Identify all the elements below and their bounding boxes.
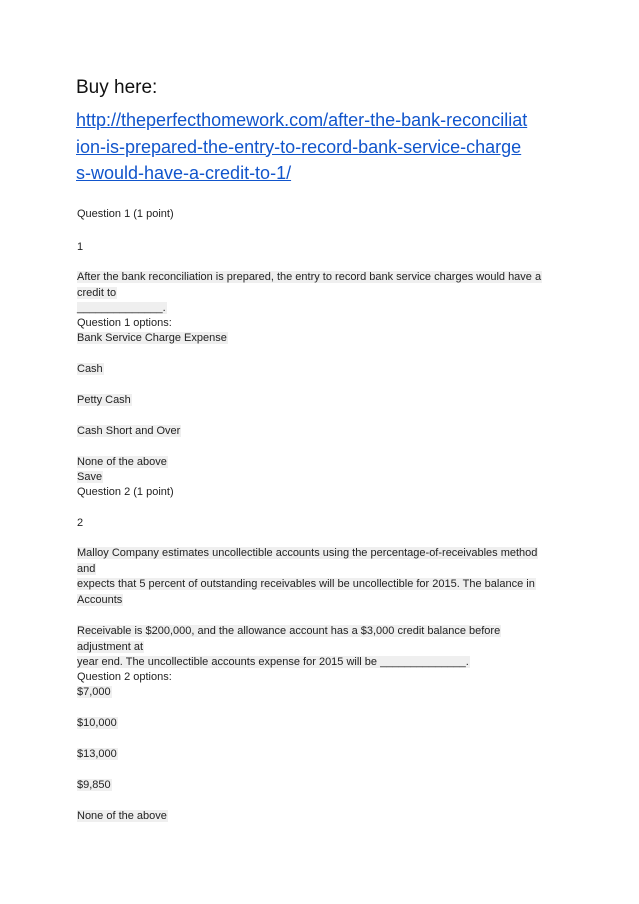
- purchase-link-line[interactable]: ion-is-prepared-the-entry-to-record-bank-service-charge: [76, 136, 522, 157]
- option-item[interactable]: None of the above: [77, 456, 167, 468]
- option-item[interactable]: None of the above: [77, 810, 167, 822]
- question-text-line: adjustment at: [77, 640, 144, 653]
- purchase-link[interactable]: [76, 107, 576, 187]
- question-text-line: year end. The uncollectible accounts expense for 2015 will be ______________.: [77, 656, 469, 668]
- question-text-line: credit to: [77, 286, 117, 299]
- option-item[interactable]: Petty Cash: [77, 394, 131, 406]
- purchase-link-line[interactable]: s-would-have-a-credit-to-1/: [76, 163, 292, 183]
- question-text-line: and: [77, 562, 96, 575]
- question-1-title: Question 1 (1 point): [77, 208, 174, 220]
- purchase-link-line[interactable]: http://theperfecthomework.com/after-the-bank-reconciliat: [76, 110, 528, 130]
- question-2-text-continued: [77, 624, 501, 671]
- question-1-options-label: Question 1 options:: [77, 317, 172, 329]
- question-text-line: expects that 5 percent of outstanding receivables will be uncollectible for 2015. The balance in: [77, 578, 535, 590]
- option-item[interactable]: Bank Service Charge Expense: [77, 332, 227, 344]
- option-item[interactable]: $7,000: [77, 686, 111, 698]
- question-text-line: Receivable is $200,000, and the allowance account has a $3,000 credit balance before: [77, 625, 501, 637]
- question-text-line: After the bank reconciliation is prepared, the entry to record bank service charges would have a: [77, 271, 542, 283]
- buy-here-label: Buy here:: [76, 77, 158, 98]
- question-2-title: Question 2 (1 point): [77, 486, 174, 498]
- question-1-number: 1: [77, 241, 84, 253]
- option-item[interactable]: $13,000: [77, 748, 117, 760]
- question-text-line: ______________.: [77, 302, 166, 314]
- question-2-text: [77, 546, 538, 608]
- question-text-line: Accounts: [77, 593, 123, 606]
- option-item[interactable]: Cash Short and Over: [77, 425, 181, 437]
- save-button[interactable]: Save: [77, 471, 103, 483]
- option-item[interactable]: Cash: [77, 363, 103, 375]
- question-2-number: 2: [77, 517, 84, 529]
- question-1-text: [77, 270, 542, 317]
- question-text-line: Malloy Company estimates uncollectible accounts using the percentage-of-receivables method: [77, 547, 538, 559]
- option-item[interactable]: $10,000: [77, 717, 117, 729]
- option-item[interactable]: $9,850: [77, 779, 111, 791]
- question-2-options-label: Question 2 options:: [77, 671, 172, 683]
